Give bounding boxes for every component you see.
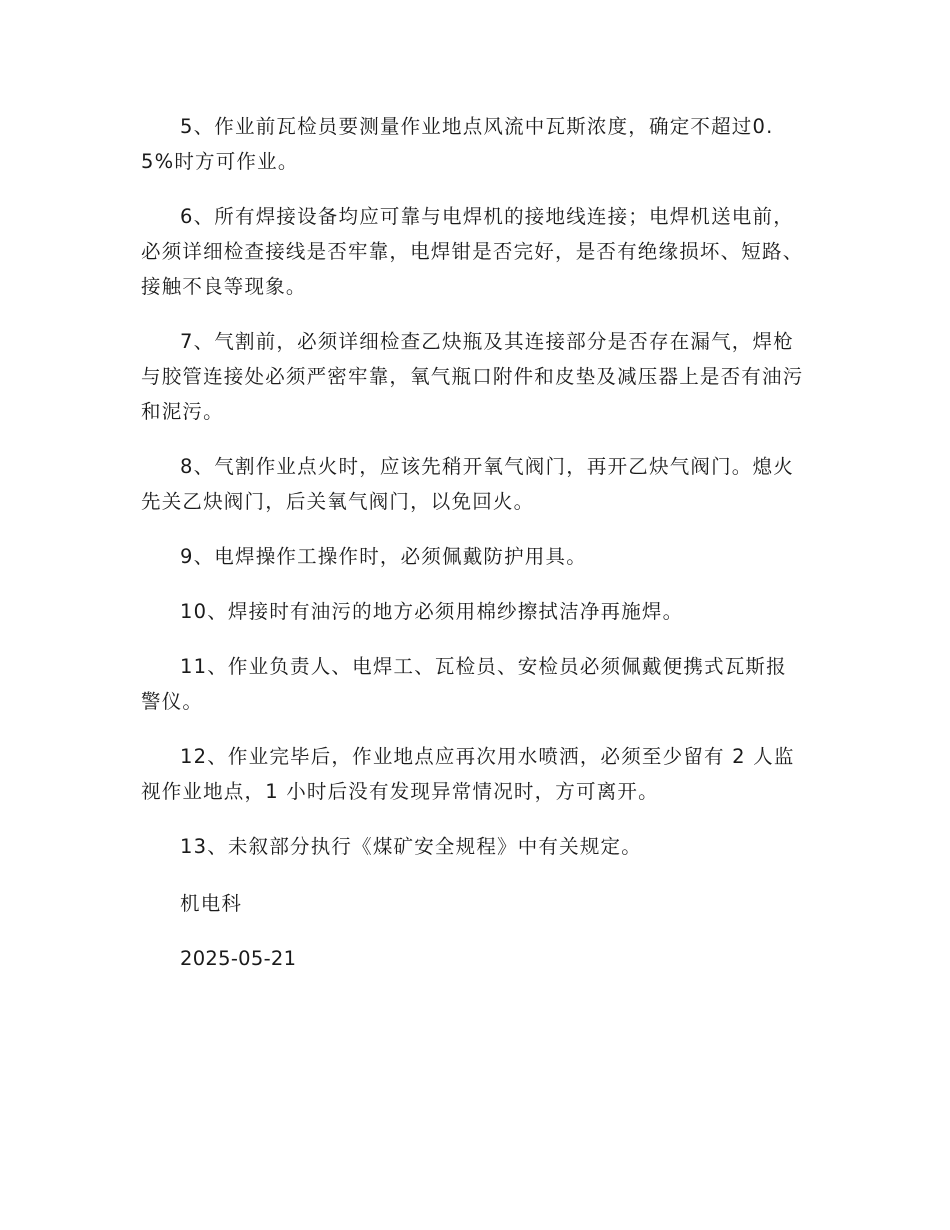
signature-date: 2025-05-21 bbox=[180, 947, 297, 970]
rule-paragraph-6: 6、所有焊接设备均应可靠与电焊机的接地线连接；电焊机送电前，必须详细检查接线是否牢靠，电焊钳是否完好，是否有绝缘损坏、短路、接触不良等现象。 bbox=[141, 205, 804, 298]
rule-paragraph-5: 5、作业前瓦检员要测量作业地点风流中瓦斯浓度，确定不超过0.5%时方可作业。 bbox=[141, 115, 774, 173]
document-body bbox=[141, 109, 805, 996]
rule-paragraph-7: 7、气割前，必须详细检查乙炔瓶及其连接部分是否存在漏气，焊枪与胶管连接处必须严密牢靠，氧气瓶口附件和皮垫及减压器上是否有油污和泥污。 bbox=[141, 330, 804, 423]
rule-paragraph-11: 11、作业负责人、电焊工、瓦检员、安检员必须佩戴便携式瓦斯报警仪。 bbox=[141, 655, 787, 713]
rule-paragraph-10: 10、焊接时有油污的地方必须用棉纱擦拭洁净再施焊。 bbox=[180, 600, 684, 623]
signature-department: 机电科 bbox=[180, 892, 243, 915]
rule-paragraph-9: 9、电焊操作工操作时，必须佩戴防护用具。 bbox=[180, 545, 587, 568]
rule-paragraph-13: 13、未叙部分执行《煤矿安全规程》中有关规定。 bbox=[180, 835, 642, 858]
rule-paragraph-8: 8、气割作业点火时，应该先稍开氧气阀门，再开乙炔气阀门。熄火先关乙炔阀门，后关氧气阀门，以免回火。 bbox=[141, 455, 794, 513]
rule-paragraph-12: 12、作业完毕后，作业地点应再次用水喷洒，必须至少留有 2 人监视作业地点，1 小时后没有发现异常情况时，方可离开。 bbox=[141, 745, 795, 803]
